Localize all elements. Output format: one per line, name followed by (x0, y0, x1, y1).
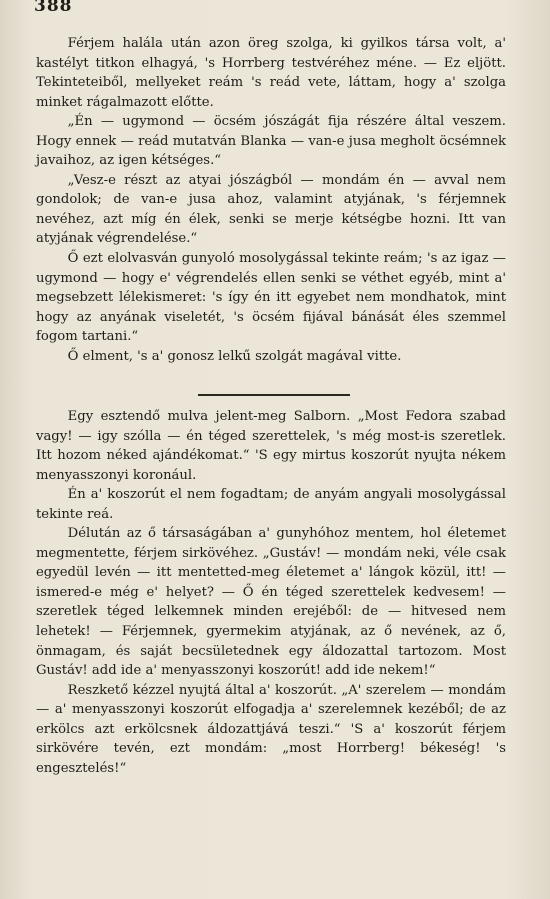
paragraph: Ő ezt elolvasván gunyoló mosolygással tekinte reám; 's az igaz — ugymond — hogy e' végrendelés ellen senki se véthet egyéb, mint a' megsebzett lélekismeret: 's így én itt egyebet nem mondhatok, mint hogy az anyának viseletét, 's öcsém fijával bánását éles szemmel fogom tartani.“ (36, 251, 506, 345)
paragraph: Én a' koszorút el nem fogadtam; de anyám angyali mosolygással tekinte reá. (36, 487, 506, 522)
text-section-1 (36, 34, 506, 366)
section-divider (198, 394, 350, 396)
page-number: 388 (34, 0, 73, 16)
paragraph: Egy esztendő mulva jelent-meg Salborn. „Most Fedora szabad vagy! — igy szólla — én téged szerettelek, 's még most-is szeretlek. Itt hozom néked ajándékomat.“ 'S egy mirtus koszorút nyujta nékem menyasszonyi koronául. (36, 409, 506, 483)
paragraph: „Én — ugymond — öcsém jószágát fija részére által veszem. Hogy ennek — reád mutatván Blanka — van-e jusa megholt öcsémnek javaihoz, az igen kétséges.“ (36, 114, 506, 169)
paragraph: Reszkető kézzel nyujtá által a' koszorút. „A' szerelem — mondám — a' menyasszonyi koszorút elfogadja a' szerelemnek kezéből; de az erkölcs azt erkölcsnek áldozattjává teszi.“ 'S a' koszorút férjem sirkövére tevén, ezt mondám: „most Horrberg! békeség! 's engesztelés!“ (36, 682, 506, 776)
paragraph: Férjem halála után azon öreg szolga, ki gyilkos társa volt, a' kastélyt titkon elhagyá, 's Horrberg testvéréhez méne. — Ez eljött. Tekinteteiből, mellyeket reám 's reád vete, láttam, hogy a' szolga minket rágalmazott előtte. (36, 36, 506, 110)
text-section-2 (36, 407, 506, 778)
paragraph: „Vesz-e részt az atyai jószágból — mondám én — avval nem gondolok; de van-e jusa ahoz, valamint atyjának, 's férjemnek nevéhez, azt míg én élek, senki se merje kétségbe hozni. Itt van atyjának végrendelése.“ (36, 172, 506, 247)
paragraph: Ő elment, 's a' gonosz lelkű szolgát magával vitte. (67, 348, 402, 364)
paragraph: Délután az ő társaságában a' gunyhóhoz mentem, hol életemet megmentette, férjem sirkövéhez. „Gustáv! — mondám neki, véle csak egyedül levén — itt mentetted-meg életemet a' lángok közül, itt! — ismered-e még e' helyet? — Ő én téged szerettelek kedvesem! — szeretlek téged lelkemnek minden erejéből: de — hitvesed nem lehetek! — Férjemnek, gyermekim atyjának, az ő nevének, az ő, önmagam, és saját becsületednek egy áldozattal tartozom. Most Gustáv! add ide a' menyasszonyi koszorút! add ide nekem!“ (36, 526, 506, 679)
